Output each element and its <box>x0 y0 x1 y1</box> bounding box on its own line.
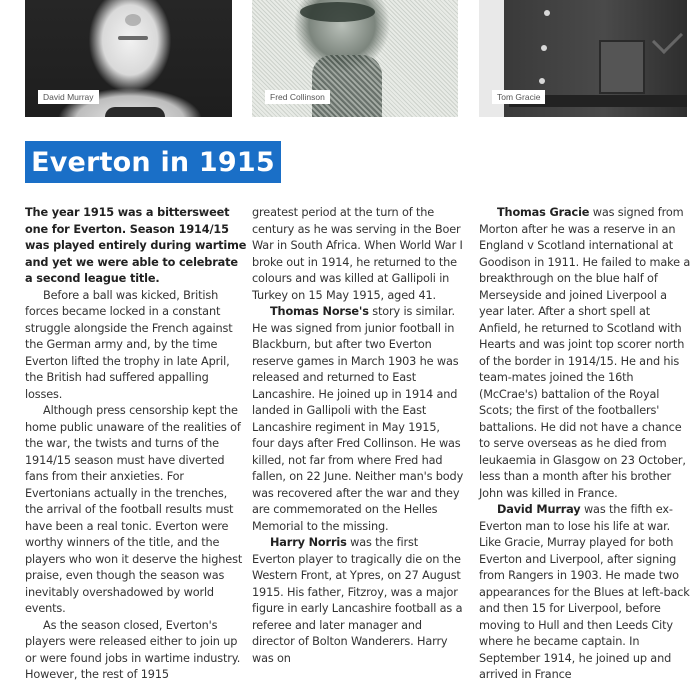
body-paragraph: Although press censorship kept the home public unaware of the realities of the war, the twists and turns of the 1914/15 season must have diverted fans from their anxieties. For Evertonians actually in the trenches, the arrival of the football results must have been a real tonic. Everton were worthy winners of the title, and the players who won it deserve the highest praise, even though the season was inevitably overshadowed by world events. <box>25 404 243 615</box>
player-name: Harry Norris <box>270 536 347 549</box>
body-paragraph <box>479 205 691 502</box>
body-paragraph: Before a ball was kicked, British forces became locked in a constant struggle alongside the French against the German army and, by the time Everton lifted the trophy in late April, the British had suffered appalling losses. <box>25 288 233 401</box>
paragraph-text: story is similar. He was signed from junior football in Blackburn, but after two Everton reserve games in March 1903 he was released and returned to East Lancashire. He joined up in 1914 and landed in Gallipoli with the East Lancashire regiment in May 1915, four days after Fred Collinson. He was killed, not far from where Fred had fallen, on 22 June. Neither man's body was recovered after the war and they are commemorated on the Helles Memorial to the missing. <box>252 305 464 533</box>
photo-fred-collinson <box>252 0 458 117</box>
paragraph-text: was the first Everton player to tragically die on the Western Front, at Ypres, on 27 August 1915. His father, Fitzroy, was a major figure in early Lancashire football as a referee and later manager and director of Bolton Wanderers. Harry was on <box>252 536 463 665</box>
paragraph-text: was the fifth ex-Everton man to lose his life at war. Like Gracie, Murray played for both Everton and Liverpool, after signing from Rangers in 1903. He made two appearances for the Blues at left-back and then 15 for Liverpool, before moving to Hull and then Leeds City where he became captain. In September 1914, he joined up and arrived in France <box>479 503 690 681</box>
player-name: Thomas Gracie <box>497 206 590 219</box>
article-title: Everton in 1915 <box>31 146 275 178</box>
photo-detail <box>125 14 141 26</box>
photo-detail <box>300 2 375 22</box>
photo-caption: David Murray <box>38 90 99 105</box>
photo-detail <box>539 78 545 84</box>
article-title-banner <box>25 141 281 183</box>
body-paragraph: As the season closed, Everton's players were released either to join up or were found jobs in wartime industry. However, the rest of 1915 <box>25 618 241 681</box>
paragraph-text: was signed from Morton after he was a reserve in an England v Scotland international at Goodison in 1911. He failed to make a breakthrough on the blue half of Merseyside and joined Liverpool a year later. After a short spell at Anfield, he returned to Scotland with Hearts and was joint top scorer north of the border in 1914/15. He and his team-mates joined the 16th (McCrae's) battalion of the Royal Scots; the first of the footballers' battalions. He did not have a chance to serve overseas as he died from leukaemia in Glasgow on 23 October, less than a month after his brother John was killed in France. <box>479 206 691 500</box>
photo-detail <box>118 36 148 40</box>
photo-detail <box>105 107 165 117</box>
article-column-2 <box>252 205 464 667</box>
body-paragraph <box>479 502 691 684</box>
photo-detail <box>652 23 683 54</box>
intro-paragraph <box>25 205 247 288</box>
article-column-3 <box>479 205 691 684</box>
body-paragraph: greatest period at the turn of the century as he was serving in the Boer War in South Africa. When World War I broke out in 1914, he returned to the colours and was killed at Gallipoli in Turkey on 15 May 1915, aged 41. <box>252 206 463 302</box>
photo-detail <box>541 45 547 51</box>
player-name: Thomas Norse's <box>270 305 369 318</box>
photo-david-murray <box>25 0 232 117</box>
photo-detail <box>599 40 645 94</box>
photo-detail <box>544 10 550 16</box>
body-paragraph <box>252 304 464 535</box>
player-name: David Murray <box>497 503 581 516</box>
photo-tom-gracie <box>479 0 687 117</box>
lead-text: The year 1915 was a bittersweet one for Everton. Season 1914/15 was played entirely during wartime and yet we were able to celebrate a second league title. <box>25 206 247 285</box>
article-column-1 <box>25 205 247 684</box>
body-paragraph <box>252 535 464 667</box>
photo-caption: Fred Collinson <box>265 90 330 105</box>
photo-caption: Tom Gracie <box>492 90 545 105</box>
photo-detail <box>312 55 382 117</box>
